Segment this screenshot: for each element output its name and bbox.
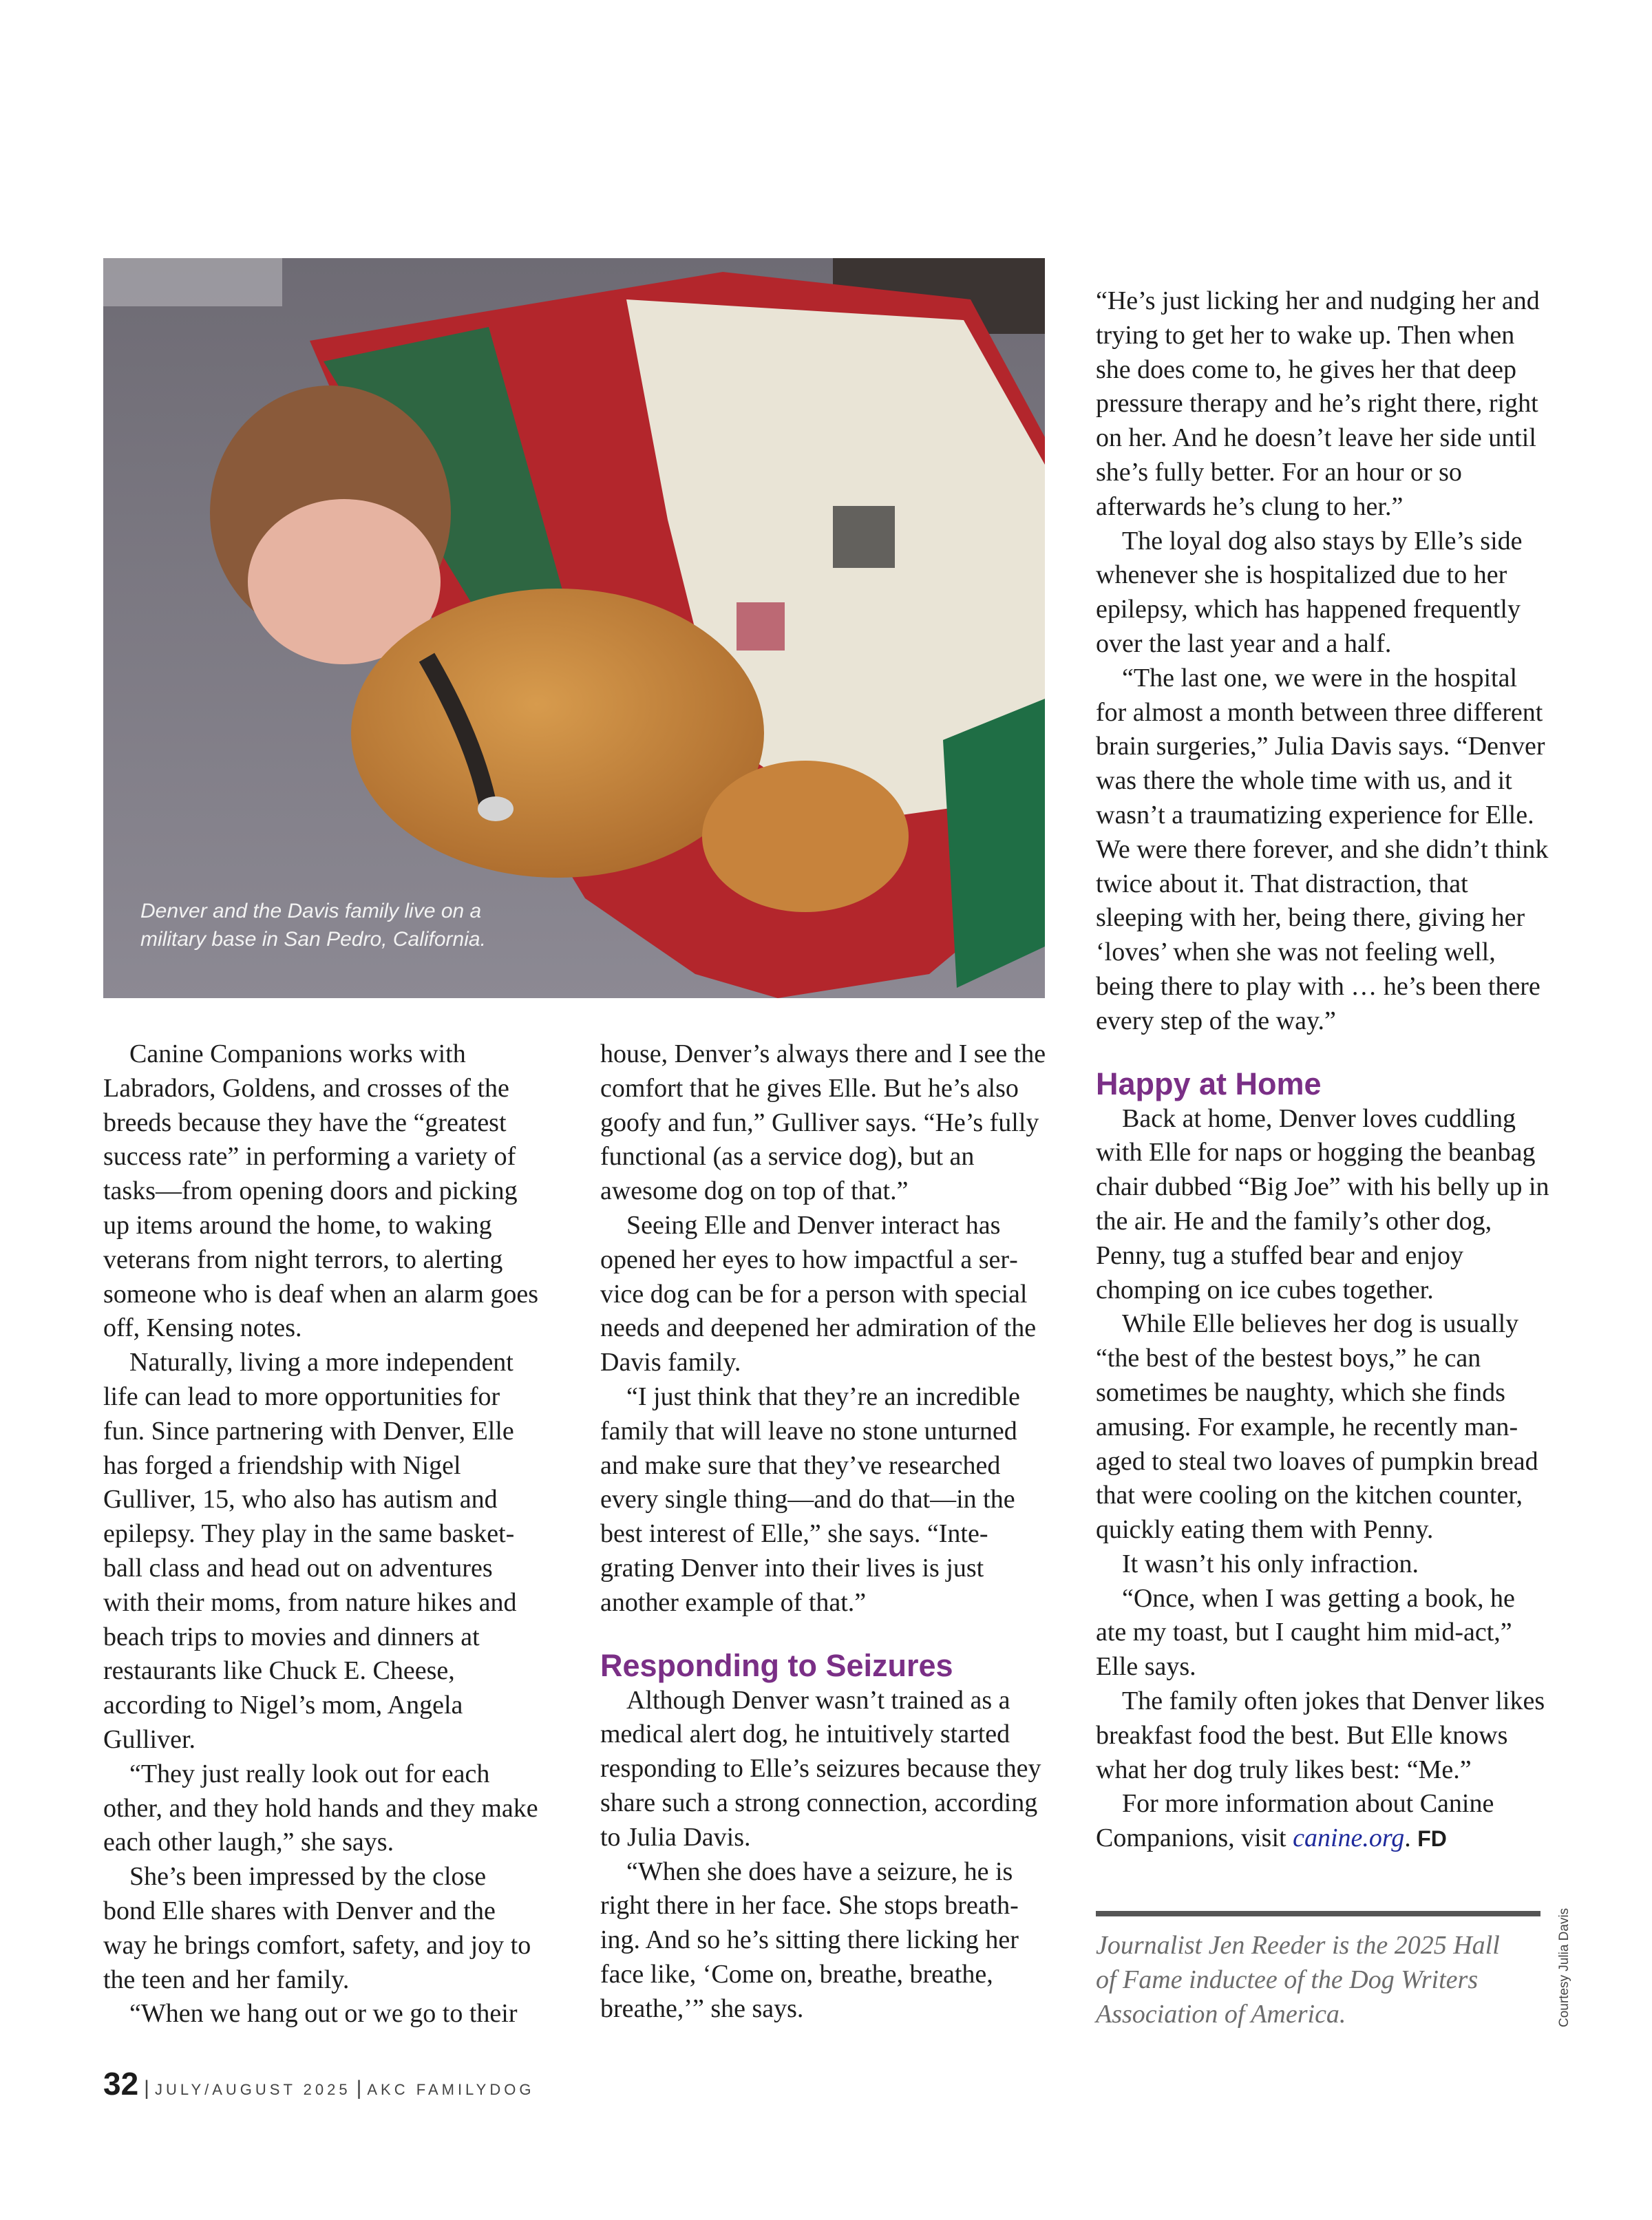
footer-separator: | xyxy=(356,2077,362,2100)
section-heading-seizures: Responding to Seizures xyxy=(600,1647,953,1683)
paragraph: The family often jokes that Denver likes breakfast food the best. But Elle knows what her dog truly likes best: “Me.” xyxy=(1096,1687,1545,1784)
paragraph: It wasn’t his only infraction. xyxy=(1122,1549,1419,1578)
section-heading-home: Happy at Home xyxy=(1096,1066,1322,1101)
paragraph: “When we hang out or we go to their xyxy=(129,1999,518,2029)
article-column-1 xyxy=(103,1037,544,2031)
dog-head xyxy=(702,761,909,912)
author-bio: Journalist Jen Reeder is the 2025 Hall of Fame inductee of the Dog Writers Association of America. xyxy=(1096,1931,1500,2029)
article-photo xyxy=(103,258,1045,998)
article-column-2 xyxy=(600,1037,1048,2027)
paragraph: Seeing Elle and Denver interact has opened her eyes to how impactful a service dog can be for a person with special needs and deepened her admiration of the Davis family. xyxy=(600,1210,1037,1377)
end-mark: FD xyxy=(1417,1826,1447,1852)
paragraph: Although Denver wasn’t trained as a medical alert dog, he intuitively started responding to Elle’s seizures because they share such a strong connection, according to Julia Davis. xyxy=(600,1685,1041,1852)
paragraph: “They just really look out for each other, and they hold hands and they make each other laugh,” she says. xyxy=(103,1759,538,1857)
paragraph: Canine Companions works with Labradors, Goldens, and crosses of the breeds because they have the “greatest success rate” in performing a variety of tasks—from opening doors and picking up items around the home, to waking veterans from night terrors, to alerting someone who is deaf when an alarm goes off, Kensing notes. xyxy=(103,1039,539,1343)
paragraph: “I just think that they’re an incredible family that will leave no stone unturned and make sure that they’ve researched every single thing—and do that—in the best interest of Elle,” she says. “Integrating Denver into their lives is just another example of that.” xyxy=(600,1382,1020,1617)
paragraph: Naturally, living a more independent life can lead to more opportunities for fun. Since partnering with Denver, Elle has forged a friendship with Nigel Gulliver, 15, who also has autism and epilepsy. They play in the same basketball class and head out on adventures with their moms, from nature hikes and beach trips to movies and dinners at restaurants like Chuck E. Cheese, according to Nigel’s mom, Angela Gulliver. xyxy=(103,1348,517,1754)
closing-text: For more information about Canine Companions, visit xyxy=(1096,1789,1494,1853)
paragraph: She’s been impressed by the close bond Elle shares with Denver and the way he brings comfort, safety, and joy to the teen and her family. xyxy=(103,1862,531,1994)
closing-paragraph xyxy=(1096,1787,1550,1857)
bio-divider xyxy=(1096,1911,1540,1916)
paragraph: “He’s just licking her and nudging her and trying to get her to wake up. Then when she does come to, he gives her that deep pressure therapy and he’s right there, right on her. And he doesn’t leave her side until she’s fully better. For an hour or so afterwards he’s clung to her.” xyxy=(1096,286,1540,521)
paragraph: The loyal dog also stays by Elle’s side whenever she is hospitalized due to her epilepsy, which has happened frequently over the last year and a half. xyxy=(1096,526,1523,658)
article-column-3 xyxy=(1096,284,1550,1857)
issue-date: JULY/AUGUST 2025 xyxy=(154,2081,351,2098)
quilt-patch-red xyxy=(737,602,785,651)
canine-org-link[interactable]: canine.org xyxy=(1293,1823,1405,1853)
paragraph: “When she does have a seizure, he is right there in her face. She stops breathing. And so he’s sitting there licking her face like, ‘Come on, breathe, breathe, breathe,’” she says. xyxy=(600,1857,1019,2023)
paragraph: While Elle believes her dog is usually “the best of the bestest boys,” he can sometimes be naughty, which she finds amusing. For example, he recently managed to steal two loaves of pumpkin bread that were cooling on the kitchen counter, quickly eating them with Penny. xyxy=(1096,1309,1538,1545)
quilt-patch-dark xyxy=(833,506,895,568)
dog-body xyxy=(351,589,764,878)
closing-period: . xyxy=(1404,1823,1411,1853)
quilt-edge xyxy=(943,699,1045,988)
photo-credit: Courtesy Julia Davis xyxy=(1557,1907,1571,2027)
page-footer xyxy=(103,2065,534,2102)
paragraph: “Once, when I was getting a book, he ate my toast, but I caught him mid-act,” Elle says. xyxy=(1096,1583,1515,1682)
photo-illustration xyxy=(103,258,1045,998)
page-number: 32 xyxy=(103,2066,139,2102)
photo-caption: Denver and the Davis family live on a military base in San Pedro, California. xyxy=(140,900,486,951)
window-blinds xyxy=(103,258,282,306)
paragraph: “The last one, we were in the hospital for almost a month between three different brain surgeries,” Julia Davis says. “Denver was there the whole time with us, and it wasn’t a traumatizing experience for Elle. We were there forever, and she didn’t think twice about it. That distraction, that sleeping with her, being there, giving her ‘loves’ when she was not feeling well, being there to play with … he’s been there every step of the way.” xyxy=(1096,663,1549,1035)
paragraph: Back at home, Denver loves cuddling with Elle for naps or hogging the beanbag chair dubbed “Big Joe” with his belly up in the air. He and the family’s other dog, Penny, tug a stuffed bear and enjoy chomping on ice cubes together. xyxy=(1096,1103,1549,1304)
dog-tag xyxy=(478,796,513,821)
footer-separator: | xyxy=(144,2077,149,2100)
publication-name: AKC FAMILYDOG xyxy=(367,2081,535,2098)
paragraph: house, Denver’s always there and I see the comfort that he gives Elle. But he’s also goofy and fun,” Gulliver says. “He’s fully functional (as a service dog), but an awesome dog on top of that.” xyxy=(600,1039,1046,1206)
